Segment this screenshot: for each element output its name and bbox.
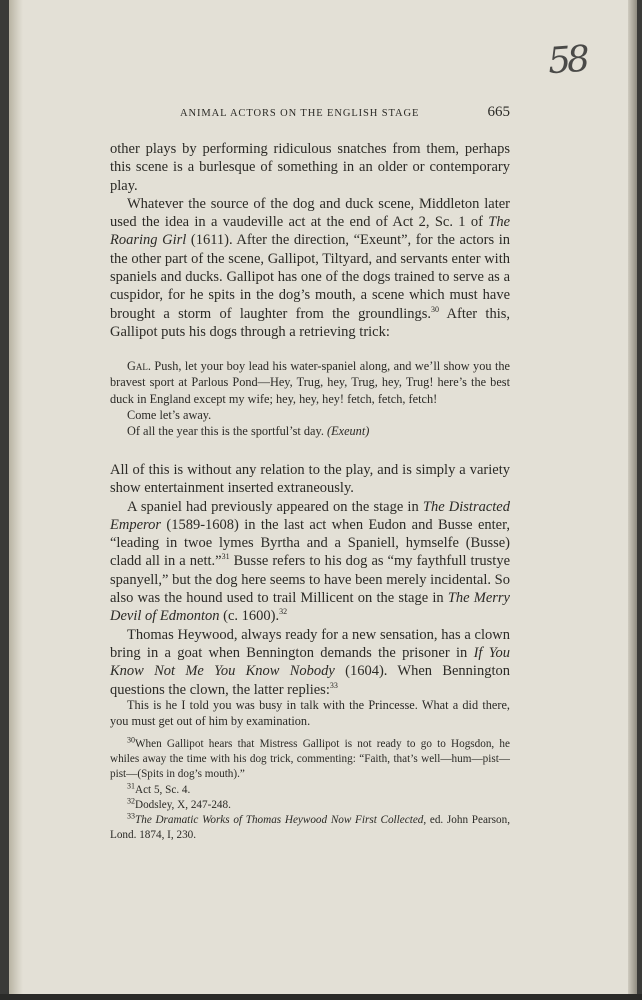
book-title: The Dramatic Works of Thomas Heywood Now First Collected (135, 814, 424, 827)
block-quote (110, 697, 510, 730)
footnote: $^{33}$The Dramatic Works of Thomas Heywood Now First Collected, ed. John Pearson, Lond. 1874, I, 230. (110, 811, 510, 842)
body-text-middle (110, 461, 510, 699)
paragraph: Whatever the source of the dog and duck scene, Middleton later used the idea in a vaudeville act at the end of Act 2, Sc. 1 of The Roaring Girl (1611). After the direction, “Exeunt”, for the actors in the other part of the scene, Gallipot, Tiltyard, and servants enter with spaniels and ducks. Gallipot has one of the dogs trained to serve as a cuspidor, for he spits in the dog’s mouth, a scene which must have brought a storm of laughter from the groundlings.$^{30}$ After this, Gallipot puts his dogs through a retrieving trick: (110, 195, 510, 340)
footnote-ref[interactable]: 31 (221, 552, 230, 562)
stage-direction: (Exeunt) (327, 424, 370, 439)
running-head-title: ANIMAL ACTORS ON THE ENGLISH STAGE (180, 108, 420, 119)
paragraph: Thomas Heywood, always ready for a new sensation, has a clown bring in a goat when Bennington demands the prisoner in If You Know Not Me You Know Nobody (1604). When Bennington questions the clown, the latter replies:$^{33}$ (110, 626, 510, 698)
speaker-name: Gal. (127, 359, 151, 373)
play-title: If You Know Not Me You Know Nobody (110, 644, 510, 680)
footnote: $^{32}$Dodsley, X, 247-248. (127, 796, 231, 811)
quote-line: This is he I told you was busy in talk with the Princesse. What a did there, you must get out of him by examination. (110, 698, 510, 729)
footnote-number: 32 (127, 796, 135, 806)
footnote-ref[interactable]: 32 (279, 607, 288, 617)
play-title: The Merry Devil of Edmonton (110, 590, 510, 625)
scan-border (0, 994, 642, 1000)
footnotes (110, 737, 510, 843)
quote-line: Come let’s away. (127, 407, 212, 422)
paragraph: other plays by performing ridiculous snatches from them, perhaps this scene is a burlesque of something in an older or contemporary play. (110, 141, 510, 194)
footnote-ref[interactable]: 33 (329, 680, 338, 690)
pencil-annotation: 58 (546, 38, 588, 83)
play-title: The Distracted Emperor (110, 498, 510, 533)
footnote: $^{31}$Act 5, Sc. 4. (127, 780, 191, 796)
page-number: 665 (487, 104, 510, 120)
body-text-top (110, 140, 510, 341)
footnote-ref[interactable]: 30 (431, 304, 440, 314)
footnote: $^{30}$When Gallipot hears that Mistress Gallipot is not ready to go to Hogsdon, he whiles away the time with his dog trick, commenting: “Faith, that’s well—hum—pist—pist—(Spits in dog’s mouth).” (110, 735, 510, 781)
footnote-number: 31 (127, 780, 135, 790)
quote-line: Of all the year this is the sportful’st day. (Exeunt) (127, 424, 370, 439)
paragraph: All of this is without any relation to the play, and is simply a variety show entertainment inserted extraneously. (110, 462, 510, 497)
footnote-number: 30 (127, 735, 135, 745)
play-title: The Roaring Girl (110, 214, 510, 249)
quote-line: Gal. Push, let your boy lead his water-spaniel along, and we’ll show you the bravest sport at Parlous Pond—Hey, Trug, hey, Trug, hey, Trug! here’s the best duck in England except my wife; hey, hey, hey! fetch, fetch, fetch! (110, 359, 510, 406)
page-edge (628, 0, 637, 994)
page-gutter (9, 0, 23, 994)
running-header (180, 104, 510, 121)
paragraph: A spaniel had previously appeared on the stage in The Distracted Emperor (1589-1608) in the last act when Eudon and Busse enter, “leading in twoe lymes Byrtha and a Spaniell, hymselfe (Busse) cladd all in a nett.”$^{31}$ Busse refers to his dog as “my faythfull trustye spanyell,” but the dog here seems to have been merely incidental. So also was the hound used to trail Millicent on the stage in The Merry Devil of Edmonton (c. 1600).$^{32}$ (110, 498, 511, 625)
block-quote (110, 358, 510, 439)
footnote-number: 33 (127, 811, 135, 821)
